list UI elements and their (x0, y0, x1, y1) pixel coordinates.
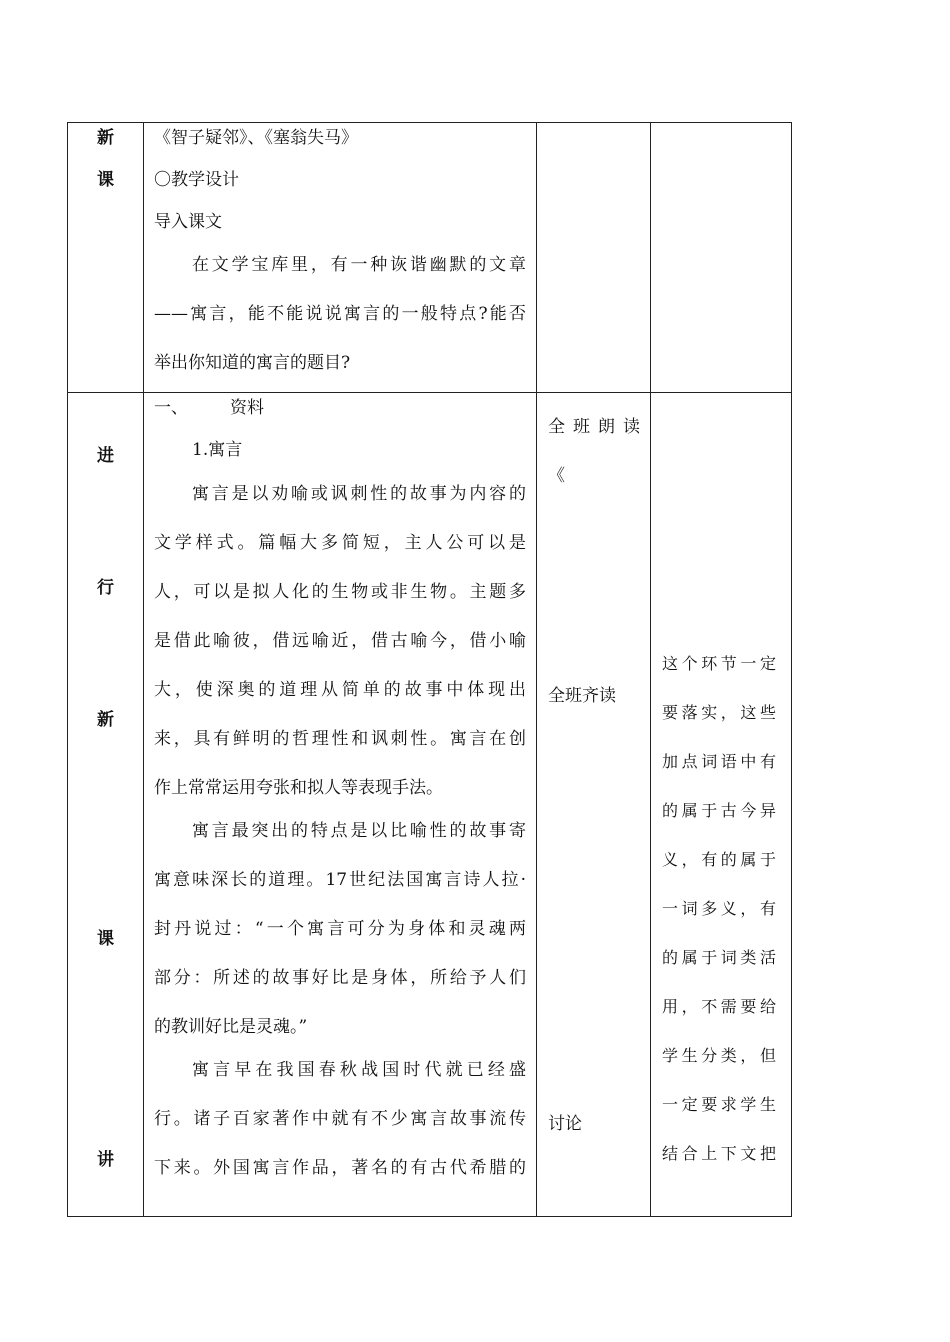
activity-item: 全班齐读 (548, 686, 616, 706)
section2-char: 讲 (97, 1150, 114, 1170)
note-line: 要落实，这些 (662, 703, 780, 722)
paragraph-line: 行。诸子百家著作中就有不少寓言故事流传 (154, 1109, 526, 1129)
paragraph-line: 举出你知道的寓言的题目? (154, 353, 351, 373)
note-line: 的属于古今异 (662, 801, 780, 820)
note-line: 的属于词类活 (662, 948, 780, 967)
section-subheading: 导入课文 (154, 212, 222, 232)
paragraph-line: 大，使深奥的道理从简单的故事中体现出 (154, 680, 526, 700)
section-heading: 〇教学设计 (154, 170, 239, 190)
paragraph-line: 人，可以是拟人化的生物或非生物。主题多 (154, 582, 526, 602)
heading-number: 一、 (154, 398, 188, 418)
note-line: 一词多义，有 (662, 899, 780, 918)
note-line: 结合上下文把 (662, 1144, 780, 1163)
subheading: 1.寓言 (192, 440, 243, 460)
paragraph-line: 寓言早在我国春秋战国时代就已经盛 (192, 1060, 526, 1080)
section2-char: 课 (97, 929, 114, 949)
paragraph-line: ——寓言，能不能说说寓言的一般特点?能否 (154, 304, 526, 324)
table-border-left (67, 122, 68, 1217)
paragraph-line: 下来。外国寓言作品，著名的有古代希腊的 (154, 1158, 526, 1178)
table-border-bottom (67, 1216, 792, 1217)
paragraph-line: 封丹说过：“一个寓言可分为身体和灵魂两 (154, 919, 526, 939)
section2-char: 进 (97, 446, 114, 466)
lesson-title: 《智子疑邻》、《塞翁失马》 (154, 128, 358, 148)
heading-text: 资料 (230, 398, 264, 418)
activity-item: 全班朗读 (548, 417, 648, 437)
table-border-top (67, 122, 792, 123)
table-column-divider (536, 122, 537, 1217)
paragraph-line: 寓意味深长的道理。17世纪法国寓言诗人拉· (154, 870, 526, 890)
section1-char: 课 (97, 170, 114, 190)
note-line: 用，不需要给 (662, 997, 780, 1016)
paragraph-line: 文学样式。篇幅大多简短，主人公可以是 (154, 533, 526, 553)
paragraph-line: 来，具有鲜明的哲理性和讽刺性。寓言在创 (154, 729, 526, 749)
note-line: 学生分类，但 (662, 1046, 780, 1065)
paragraph-line: 寓言是以劝喻或讽刺性的故事为内容的 (192, 484, 526, 504)
note-line: 加点词语中有 (662, 752, 780, 771)
activity-item: 讨论 (548, 1114, 582, 1134)
note-line: 一定要求学生 (662, 1095, 780, 1114)
table-row-divider (67, 392, 792, 393)
paragraph-line: 的教训好比是灵魂。” (154, 1017, 308, 1037)
activity-item: 《 (548, 466, 565, 486)
section2-char: 新 (97, 710, 114, 730)
paragraph-line: 作上常常运用夸张和拟人等表现手法。 (154, 778, 443, 798)
section1-char: 新 (97, 128, 114, 148)
paragraph-line: 是借此喻彼，借远喻近，借古喻今，借小喻 (154, 631, 526, 651)
section2-char: 行 (97, 578, 114, 598)
table-border-right (791, 122, 792, 1217)
table-column-divider (143, 122, 144, 1217)
paragraph-line: 部分：所述的故事好比是身体，所给予人们 (154, 968, 526, 988)
note-line: 这个环节一定 (662, 654, 780, 673)
paragraph-line: 在文学宝库里，有一种诙谐幽默的文章 (192, 255, 526, 275)
table-column-divider (650, 122, 651, 1217)
paragraph-line: 寓言最突出的特点是以比喻性的故事寄 (192, 821, 526, 841)
note-line: 义，有的属于 (662, 850, 780, 869)
